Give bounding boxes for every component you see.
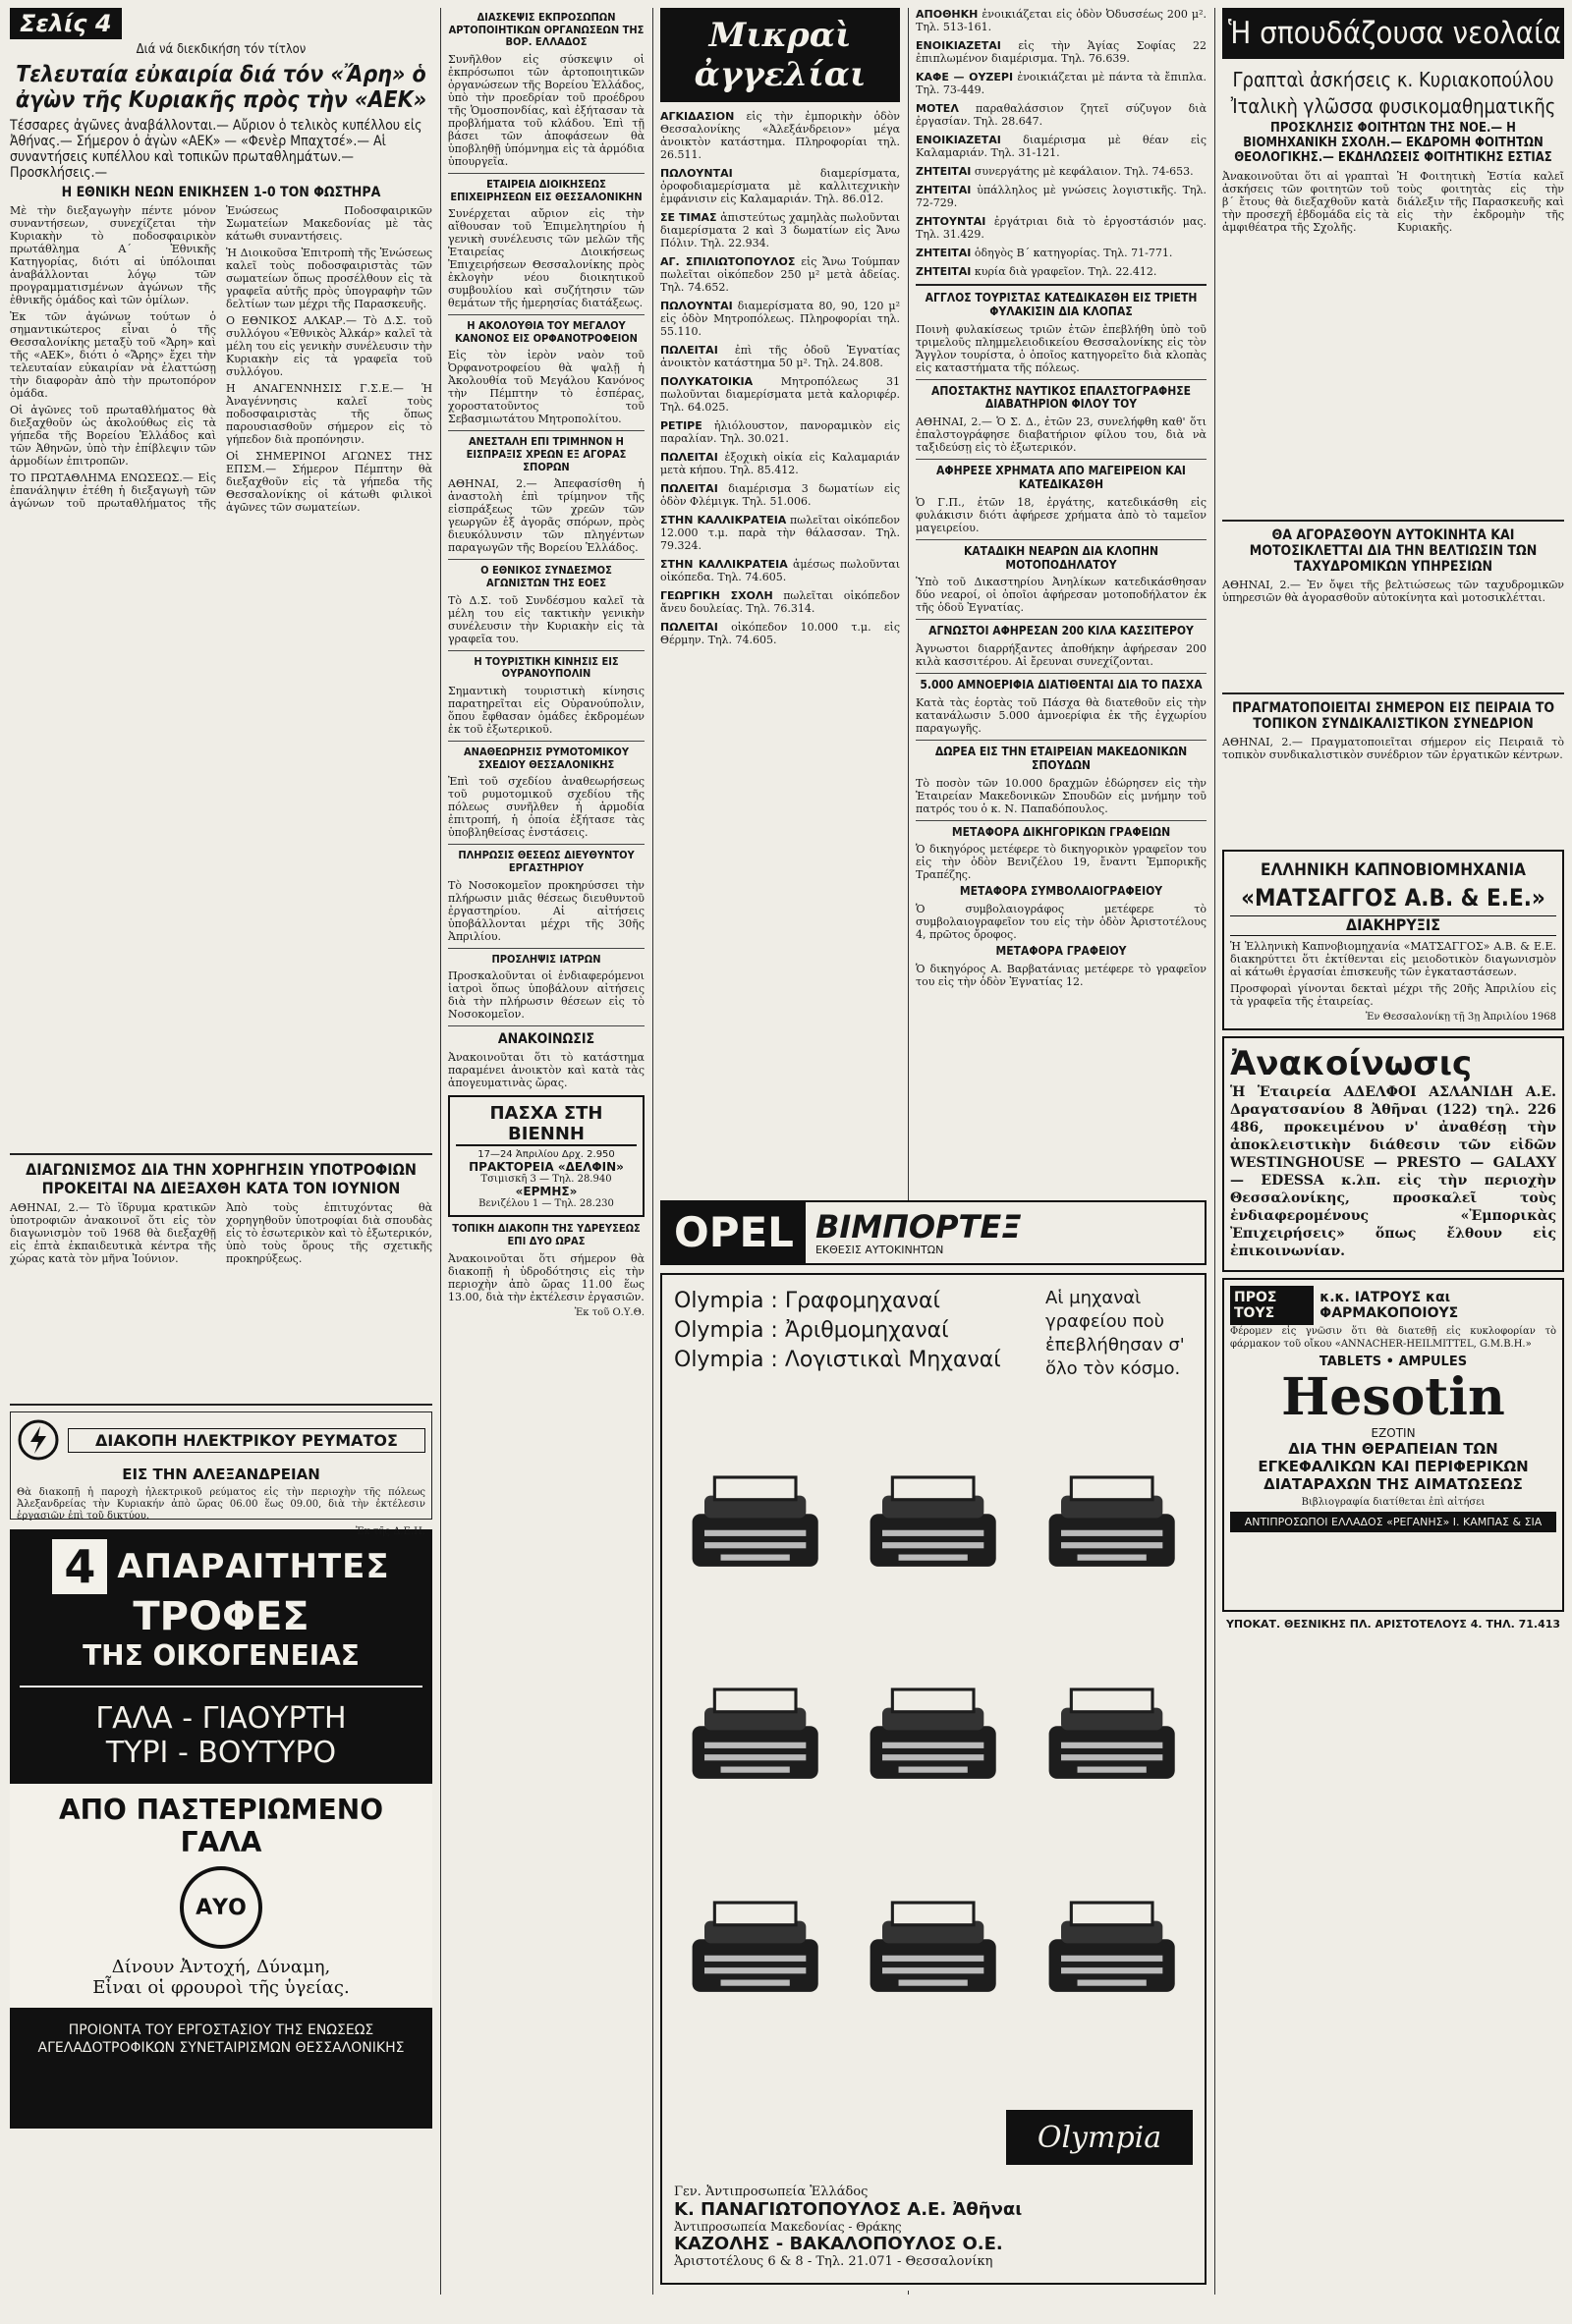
classified-ad [660,558,900,583]
agency-address: Τσιμισκῆ 3 — Τηλ. 28.940 [480,1174,612,1186]
agency-name: ΠΡΑΚΤΟΡΕΙΑ «ΔΕΛΦΙΝ» [469,1160,624,1175]
product-line-1: ΓΑΛΑ - ΓΙΑΟΥΡΤΗ [20,1686,422,1736]
product-line-2: ΤΥΡΙ - ΒΟΥΤΥΡΟ [105,1736,337,1771]
typewriter-icon [674,1414,836,1611]
column-rule [1214,8,1215,2295]
typewriter-icon [852,1840,1014,2036]
column-crime-news [916,8,1207,1196]
paragraph: Συνῆλθον εἰς σύσκεψιν οἱ ἐκπρόσωποι τῶν ἀρτοποιητικῶν ὀργανώσεων τῆς Βορείου Ἑλλάδος, ὑπὸ τὴν προεδρίαν τοῦ προέδρου τῆς Ὁμοσπονδίας, καὶ ἐξήτασαν τὰ προβλήματα τοῦ κλάδου. Ἐπὶ τῇ βάσει τῶν ἀποφάσεων θὰ ὑποβληθῇ ὑπόμνημα εἰς τὰ ἁρμόδια ὑπουργεῖα. [448,52,645,168]
ad-lead: ΠΟΛΥΚΑΤΟΙΚΙΑ [660,375,754,388]
ad-text: πωλεῖται οἰκόπεδον ἄνευ δουλείας. Τηλ. 76.314. [660,589,900,615]
student-body [1222,170,1564,514]
classified-ad [660,344,900,369]
classified-ad [660,514,900,552]
ad-text: ἐπὶ τῆς ὁδοῦ Ἐγνατίας ἀνοικτὸν κατάστημα 50 μ². Τηλ. 24.808. [660,344,900,369]
footer-line: Κ. ΠΑΝΑΓΙΩΤΟΠΟΥΛΟΣ Α.Ε. Ἀθῆναι [674,2199,1023,2220]
classified-ad [916,165,1207,178]
paragraph: Η ΑΝΑΓΕΝΝΗΣΙΣ Γ.Σ.Ε.— Ἡ Ἀναγέννησις καλεῖ τοὺς ποδοσφαιριστὰς τῆς ὅπως παρουσιασθοῦν σήμερον εἰς τὸ γήπεδον διὰ προπόνησιν. [226,382,432,447]
classified-ad [916,8,1207,33]
headline: ΜΕΤΑΦΟΡΑ ΔΙΚΗΓΟΡΙΚΩΝ ΓΡΑΦΕΙΩΝ [951,824,1171,839]
paragraph: Ἀνακοινοῦται ὅτι σήμερον θὰ διακοπῇ ἡ ὑδροδότησις εἰς τὴν περιοχὴν ἀπὸ ὥρας 11.00 ἕως 13.00, διὰ τὴν ἐκτέλεσιν ἐργασιῶν. [448,1251,645,1303]
ad-text: διαμέρισμα 3 δωματίων εἰς ὁδὸν Φλέμιγκ. Τηλ. 51.006. [660,482,900,508]
classified-ad [660,482,900,508]
classified-ad [660,419,900,445]
typewriter-icon [1031,1627,1193,1823]
ad-text: εἰς τὴν Ἁγίας Σοφίας 22 ἐπιπλωμένον διαμέρισμα. Τηλ. 76.639. [916,39,1207,65]
aslanidi-notice [1222,1036,1564,1272]
column-student-news [1222,8,1564,2296]
classified-ad [916,247,1207,259]
ad-lead: ΕΝΟΙΚΙΑΖΕΤΑΙ [916,39,1001,52]
ad-subtitle2: ΤΗΣ ΟΙΚΟΓΕΝΕΙΑΣ [83,1639,360,1673]
footer-line: Ἀριστοτέλους 6 & 8 - Τηλ. 21.071 - Θεσσαλονίκη [674,2254,993,2269]
ad-lead: ΠΩΛΟΥΝΤΑΙ [660,167,733,180]
classified-ad [916,71,1207,96]
ad-lead: ΠΩΛΟΥΝΤΑΙ [660,300,733,312]
olympia-footer [674,2185,1185,2269]
headline: ΠΡΑΓΜΑΤΟΠΟΙΕΙΤΑΙ ΣΗΜΕΡΟΝ ΕΙΣ ΠΕΙΡΑΙΑ ΤΟ ΤΟΠΙΚΟΝ ΣΥΝΔΙΚΑΛΙΣΤΙΚΟΝ ΣΥΝΕΔΡΙΟΝ [1231,700,1555,733]
article-body [10,204,432,1147]
masthead-page-label: Σελίς 4 [10,8,122,39]
headline: ΤΟΠΙΚΗ ΔΙΑΚΟΠΗ ΤΗΣ ΥΔΡΕΥΣΕΩΣ ΕΠΙ ΔΥΟ ΩΡΑΣ [452,1222,641,1247]
paragraph: Ἀνακοινοῦται ὅτι τὸ κατάστημα παραμένει ἀνοικτὸν καὶ κατὰ τὰς ἀπογευματινὰς ὥρας. [448,1051,645,1090]
forms: TABLETS • AMPULES [1319,1354,1468,1369]
headline: ΑΝΑΚΟΙΝΩΣΙΣ [497,1031,595,1048]
paragraph: Τὸ Νοσοκομεῖον προκηρύσσει τὴν πλήρωσιν μιᾶς θέσεως διευθυντοῦ ἐργαστηρίου. Αἱ αἰτήσεις ὑποβάλλονται μέχρι τῆς 30ῆς Ἀπριλίου. [448,878,645,943]
ad-text: ἐνοικιάζεται εἰς ὁδὸν Ὀδυσσέως 200 μ². Τηλ. 513-161. [916,8,1207,33]
typewriter-icon [1031,1414,1193,1611]
classified-ad [660,255,900,294]
classified-ad [916,134,1207,159]
headline: ΜΕΤΑΦΟΡΑ ΓΡΑΦΕΙΟΥ [995,944,1127,959]
ad-text: διαμερίσματα, ὀροφοδιαμερίσματα μὲ καλλιτεχνικὴν ἐμφάνισιν εἰς Καλαμαριάν. Τηλ. 86.012. [660,167,900,205]
classified-ad [660,110,900,161]
ayo-dairy-ad [10,1529,432,2129]
headline: ΑΝΕΣΤΑΛΗ ΕΠΙ ΤΡΙΜΗΝΟΝ Η ΕΙΣΠΡΑΞΙΣ ΧΡΕΩΝ ΕΞ ΑΓΟΡΑΣ ΣΠΟΡΩΝ [466,435,627,473]
headline: ΑΝΑΘΕΩΡΗΣΙΣ ΡΥΜΟΤΟΜΙΚΟΥ ΣΧΕΔΙΟΥ ΘΕΣΣΑΛΟΝΙΚΗΣ [464,745,629,771]
ayo-logo-icon: ΑΥΟ [180,1866,262,1949]
agency-address-2: Βενιζέλου 1 — Τηλ. 28.230 [478,1198,614,1210]
paragraph: ΤΟ ΠΡΩΤΑΘΛΗΜΑ ΕΝΩΣΕΩΣ.— Εἰς ἐπανάληψιν ἐτέθη ἡ διεξαγωγὴ τῶν ἀγώνων τοῦ πρωταθλήματος τῆς Ἑνώσεως Ποδοσφαιρικῶν Σωματείων Μακεδονίας μὲ τὰς κάτωθι συναντήσεις. [10,204,432,511]
column-sports [10,8,432,2296]
agency-name-2: «ΕΡΜΗΣ» [515,1185,578,1199]
ad-text: συνεργάτης μὲ κεφάλαιον. Τηλ. 74-653. [974,165,1194,178]
main-headline: Τελευταία εὐκαιρία διά τόν «Ἄρη» ὁ ἀγὼν τῆς Κυριακῆς πρὸς τὴν «ΑΕΚ» [15,61,427,114]
ad-lead: ΣΕ ΤΙΜΑΣ [660,211,717,224]
column-classifieds-a [660,8,900,1196]
headline: ΕΤΑΙΡΕΙΑ ΔΙΟΙΚΗΣΕΩΣ ΕΠΙΧΕΙΡΗΣΕΩΝ ΕΙΣ ΘΕΣΣΑΛΟΝΙΚΗΝ [450,177,643,203]
section-heading: Η ΕΘΝΙΚΗ ΝΕΩΝ ΕΝΙΚΗΣΕΝ 1-0 ΤΟΝ ΦΩΣΤΗΡΑ [61,185,381,201]
product-line: Olympia : Ἀριθμομηχαναί [674,1318,949,1343]
outage-location: ΕΙΣ ΤΗΝ ΑΛΕΞΑΝΔΡΕΙΑΝ [122,1466,320,1484]
number-4-icon: 4 [52,1539,107,1594]
paragraph: Ὁ Γ.Π., ἐτῶν 18, ἐργάτης, κατεδικάσθη εἰς φυλάκισιν διότι ἀφήρεσε χρήματα ἀπὸ τὸ ταμεῖον μαγειρείου. [916,495,1207,534]
headline: ΠΡΟΣΛΗΨΙΣ ΙΑΤΡΩΝ [491,952,601,966]
notice-date: Ἐν Θεσσαλονίκῃ τῇ 3ῃ Ἀπριλίου 1968 [1365,1011,1556,1023]
branch-address: ΥΠΟΚΑΤ. ΘΕΣΝΙΚΗΣ ΠΛ. ΑΡΙΣΤΟΤΕΛΟΥΣ 4. ΤΗΛ. 71.413 [1225,1617,1561,1631]
paragraph: Τὸ Δ.Σ. τοῦ Συνδέσμου καλεῖ τὰ μέλη του εἰς τακτικὴν γενικὴν συνέλευσιν τὴν Κυριακὴν εἰς τὰ γραφεῖα του. [448,593,645,645]
ad-prefix: ΠΡΟΣ ΤΟΥΣ [1230,1286,1314,1325]
ad-lead: ΖΗΤΕΙΤΑΙ [916,165,972,178]
ad-text: κυρία διὰ γραφεῖον. Τηλ. 22.412. [974,265,1157,278]
opel-logo: OPEL [662,1202,806,1263]
ad-dates: 17—24 Ἀπριλίου Δρχ. 2.950 [477,1149,615,1161]
headline: ΠΛΗΡΩΣΙΣ ΘΕΣΕΩΣ ΔΙΕΥΘΥΝΤΟΥ ΕΡΓΑΣΤΗΡΙΟΥ [458,849,635,874]
ad-text: ἐξοχικὴ οἰκία εἰς Καλαμαριάν μετὰ κήπου. Τηλ. 85.412. [660,451,900,476]
ad-text: ἡλιόλουστον, πανοραμικὸν εἰς παραλίαν. Τηλ. 30.021. [660,419,901,445]
olympia-logo: Olympia [1006,2110,1193,2165]
headline: Η ΑΚΟΛΟΥΘΙΑ ΤΟΥ ΜΕΓΑΛΟΥ ΚΑΝΟΝΟΣ ΕΙΣ ΟΡΦΑΝΟΤΡΟΦΕΙΟΝ [455,319,638,345]
headline: ΑΓΓΛΟΣ ΤΟΥΡΙΣΤΑΣ ΚΑΤΕΔΙΚΑΣΘΗ ΕΙΣ ΤΡΙΕΤΗ ΦΥΛΑΚΙΣΙΝ ΔΙΑ ΚΛΟΠΑΣ [925,291,1198,318]
ad-lead: ΣΤΗΝ ΚΑΛΛΙΚΡΑΤΕΙΑ [660,558,788,571]
matsaggos-notice [1222,850,1564,1030]
classified-ad [916,265,1207,278]
outage-signature: Ἐκ τῆς Δ.Ε.Η. [355,1526,425,1538]
classified-ad [660,167,900,205]
paragraph: Μὲ τὴν διεξαγωγὴν πέντε μόνον συναντήσεων, συνεχίζεται τὴν Κυριακὴν τὸ ποδοσφαιρικὸν πρωτάθλημα Α΄ Ἐθνικῆς Κατηγορίας, διότι αἱ ὑπόλοιπαι ἀναβάλλονται λόγῳ τῶν προγραμματισμένων ἀγώνων τῆς ἐθνικῆς ὁμάδος καὶ τῶν ὁμίλων. [10,204,216,307]
ad-title: ΠΑΣΧΑ ΣΤΗ ΒΙΕΝΝΗ [456,1103,637,1146]
ad-text: εἰς τὴν ἐμπορικὴν ὁδὸν Θεσσαλονίκης «Ἀλεξάνδρειον» μέγα ἀνοικτὸν κατάστημα. Πληροφορίαι τηλ. 26.511. [660,110,900,161]
paragraph: Ὁ συμβολαιογράφος μετέφερε τὸ συμβολαιογραφεῖον του εἰς τὴν ὁδὸν Ἀριστοτέλους 4, πρῶτος ὄροφος. [916,903,1207,942]
paragraph: Ἐκ τῶν ἀγώνων τούτων ὁ σημαντικώτερος εἶναι ὁ τῆς Θεσσαλονίκης μεταξὺ τοῦ «Ἄρη» καὶ τῆς «ΑΕΚ», διότι ὁ «Ἄρης» ἔχει τὴν τελευταίαν εὐκαιρίαν νὰ ἐλαττώσῃ τὴν διαφορὰν ἀπὸ τὴν πρωτοπόρον ὁμάδα. [10,310,216,401]
ad-text: ὑπάλληλος μὲ γνώσεις λογιστικῆς. Τηλ. 72-729. [916,184,1207,209]
paragraph: ΑΘΗΝΑΙ, 2.— Ἐν ὄψει τῆς βελτιώσεως τῶν ταχυδρομικῶν ὑπηρεσιῶν θὰ ἀγορασθοῦν αὐτοκίνητα καὶ μοτοσικλέτται. [1222,579,1564,605]
youth-banner: Ἡ σπουδάζουσα νεολαία [1222,8,1564,59]
classified-ad [660,621,900,646]
bibliography-note: Βιβλιογραφία διατίθεται ἐπὶ αἰτήσει [1301,1496,1486,1508]
ad-lead: ΑΓ. ΣΠΙΛΙΩΤΟΠΟΥΛΟΣ [660,255,796,268]
ad-text: παραθαλάσσιον ζητεῖ σύζυγον διὰ ἐργασίαν. Τηλ. 28.647. [916,102,1207,128]
ad-lead: ΑΓΚΙΔΑΣΙΟΝ [660,110,735,123]
classified-ad [660,300,900,338]
ad-text: ἐργάτριαι διὰ τὸ ἐργοστάσιόν μας. Τηλ. 31.429. [916,215,1207,241]
classified-ad [916,39,1207,65]
paragraph: Ἡ Φοιτητικὴ Ἑστία καλεῖ τοὺς φοιτητὰς εἰς τὴν διάλεξιν τῆς Παρασκευῆς καὶ εἰς τὴν ἐκδρομὴν τῆς Κυριακῆς. [1397,169,1564,234]
typewriter-icon [852,1414,1014,1611]
ad-text: Μητροπόλεως 31 πωλοῦνται διαμερίσματα μετὰ καλοριφέρ. Τηλ. 64.025. [660,375,900,414]
ad-audience: κ.κ. ΙΑΤΡΟΥΣ και ΦΑΡΜΑΚΟΠΟΙΟΥΣ [1319,1289,1459,1321]
ad-lead: ΖΗΤΟΥΝΤΑΙ [916,215,986,228]
brand-sub: ΕΖΟΤΙΝ [1371,1425,1416,1440]
notice-title: ΔΙΑΚΗΡΥΞΙΣ [1230,915,1556,935]
ad-lead: ΠΩΛΕΙΤΑΙ [660,482,718,495]
paragraph: Προσκαλοῦνται οἱ ἐνδιαφερόμενοι ἰατροὶ ὅπως ὑποβάλουν αἰτήσεις διὰ τὴν πλήρωσιν θέσεων εἰς τὸ Νοσοκομεῖον. [448,969,645,1022]
paragraph: Ἀνακοινοῦται ὅτι αἱ γραπταὶ ἀσκήσεις τῶν φοιτητῶν τοῦ β΄ ἔτους θὰ διεξαχθοῦν κατὰ τὴν προσεχῆ ἑβδομάδα εἰς τὰ ἀμφιθέατρα τῆς Σχολῆς. [1222,169,1389,234]
typewriter-icon [674,1840,836,2036]
column-news [448,8,645,2296]
headline: Ο ΕΘΝΙΚΟΣ ΣΥΝΔΕΣΜΟΣ ΑΓΩΝΙΣΤΩΝ ΤΗΣ ΕΟΕΣ [480,564,612,590]
column-rule [440,8,441,2295]
ad-lead: ΜΟΤΕΛ [916,102,959,115]
power-outage-notice [10,1411,432,1538]
hesotin-ad [1222,1278,1564,1612]
scholarship-body [10,1201,432,1398]
representatives: ΑΝΤΙΠΡΟΣΩΠΟΙ ΕΛΛΑΔΟΣ «ΡΕΓΑΝΗΣ» Ι. ΚΑΜΠΑΣ & ΣΙΑ [1230,1512,1556,1532]
ad-text: πωλεῖται οἰκόπεδον 12.000 τ.μ. παρὰ τὴν θάλασσαν. Τηλ. 79.324. [660,514,900,552]
headline: ΠΡΟΣΚΛΗΣΙΣ ΦΟΙΤΗΤΩΝ ΤΗΣ ΝΟΕ.— Η ΒΙΟΜΗΧΑΝΙΚΗ ΣΧΟΛΗ.— ΕΚΔΡΟΜΗ ΦΟΙΤΗΤΩΝ ΘΕΟΛΟΓΙΚΗΣ.— ΕΚΔΗΛΩΣΕΙΣ ΦΟΙΤΗΤΙΚΗΣ ΕΣΤΙΑΣ [1234,121,1552,165]
classified-ad [916,102,1207,128]
ad-title: ΑΠΑΡΑΙΤΗΤΕΣ [117,1547,390,1587]
paragraph: Ποινὴ φυλακίσεως τριῶν ἐτῶν ἐπεβλήθη ὑπὸ τοῦ τριμελοῦς πλημμελειοδικείου Θεσσαλονίκης εἰς τὸν Ἄγγλον τουρίστα, ὁ ὁποῖος κατηγορεῖτο διὰ κλοπὰς εἰς καταστήματα τῆς πόλεως. [916,322,1207,374]
outage-title: ΔΙΑΚΟΠΗ ΗΛΕΚΤΡΙΚΟΥ ΡΕΥΜΑΤΟΣ [68,1428,425,1453]
product-line: Olympia : Γραφομηχαναί [674,1289,940,1313]
olympia-ad-block [660,1200,1207,2291]
deck: Τέσσαρες ἀγῶνες ἀναβάλλονται.— Αὔριον ὁ τελικὸς κυπέλλου εἰς Ἀθήνας.— Σήμερον ὁ ἀγὼν «ΑΕΚ» — «Φενὲρ Μπαχτσέ».— Αἱ συναντήσεις κυπέλλου καὶ τοπικῶν πρωταθλημάτων.— Προσκλήσεις.— [10,117,422,182]
footer-line: Γεν. Ἀντιπροσωπεία Ἑλλάδος [674,2185,869,2199]
product-use: ΔΙΑ ΤΗΝ ΘΕΡΑΠΕΙΑΝ ΤΩΝ ΕΓΚΕΦΑΛΙΚΩΝ ΚΑΙ ΠΕΡΙΦΕΡΙΚΩΝ ΔΙΑΤΑΡΑΧΩΝ ΤΗΣ ΑΙΜΑΤΩΣΕΩΣ [1258,1439,1529,1493]
paragraph: Ὁ δικηγόρος Α. Βαρβατάνιας μετέφερε τὸ γραφεῖον του εἰς τὴν ὁδὸν Ἐγνατίας 12. [916,962,1207,988]
headline: ΑΦΗΡΕΣΕ ΧΡΗΜΑΤΑ ΑΠΟ ΜΑΓΕΙΡΕΙΟΝ ΚΑΙ ΚΑΤΕΔΙΚΑΣΘΗ [936,464,1186,491]
footer-line: ΚΑΖΟΛΗΣ - ΒΑΚΑΛΟΠΟΥΛΟΣ Ο.Ε. [674,2234,1003,2254]
ad-lead: ΖΗΤΕΙΤΑΙ [916,247,972,259]
headline: ΜΕΤΑΦΟΡΑ ΣΥΜΒΟΛΑΙΟΓΡΑΦΕΙΟΥ [959,884,1163,899]
paragraph: Ἐπὶ τοῦ σχεδίου ἀναθεωρήσεως τοῦ ρυμοτομικοῦ σχεδίου τῆς πόλεως συνῆλθεν ἡ ἁρμοδία ἐπιτροπή, ἡ ὁποία ἐξήτασε τὰς ὑποβληθείσας ἐνστάσεις. [448,775,645,840]
company-brand: «ΜΑΤΣΑΓΓΟΣ Α.Β. & Ε.Ε.» [1241,883,1545,912]
ad-lead: ΚΑΦΕ — ΟΥΖΕΡΙ [916,71,1014,83]
footer-line: Ἀντιπροσωπεία Μακεδονίας - Θράκης [674,2220,902,2234]
ad-lead: ΕΝΟΙΚΙΑΖΕΤΑΙ [916,134,1001,146]
paragraph: ΑΘΗΝΑΙ, 2.— Ἀπεφασίσθη ἡ ἀναστολὴ ἐπὶ τρίμηνον τῆς εἰσπράξεως τῶν χρεῶν τῶν γεωργῶν ἐξ ἀγορᾶς σπόρων, πρὸς διευκόλυνσιν τῶν πληγέντων παραγωγῶν τῆς Βορείου Ἑλλάδος. [448,477,645,555]
typewriter-icon [674,1627,836,1823]
classified-ad [660,375,900,414]
headline: ΔΩΡΕΑ ΕΙΣ ΤΗΝ ΕΤΑΙΡΕΙΑΝ ΜΑΚΕΔΟΝΙΚΩΝ ΣΠΟΥΔΩΝ [934,744,1188,772]
headline: Ἰταλικὴ γλῶσσα φυσικομαθηματικῆς [1230,94,1556,118]
ad-lead: ΖΗΤΕΙΤΑΙ [916,184,972,196]
paragraph: Συνέρχεται αὔριον εἰς τὴν αἴθουσαν τοῦ Ἐπιμελητηρίου ἡ γενικὴ συνέλευσις τῶν μελῶν τῆς Ἑταιρείας Διοικήσεως Ἐπιχειρήσεων Θεσσαλονίκης πρὸς ἐκλογὴν νέου διοικητικοῦ συμβουλίου καὶ συζήτησιν τῶν θεμάτων τῆς ἡμερησίας διατάξεως. [448,207,645,310]
ad-lead: ΓΕΩΡΓΙΚΗ ΣΧΟΛΗ [660,589,773,602]
classified-ad [660,451,900,476]
typewriter-icon [1031,1840,1193,2036]
ad-text: ὁδηγὸς Β΄ κατηγορίας. Τηλ. 71-771. [974,247,1173,259]
classified-ad [660,211,900,249]
product-line: Olympia : Λογιστικαὶ Μηχαναί [674,1348,1001,1372]
ad-lead: ΠΩΛΕΙΤΑΙ [660,344,718,357]
ad-lead: ΑΠΟΘΗΚΗ [916,8,979,21]
typewriter-icon [852,1627,1014,1823]
ad-text: διαμέρισμα μὲ θέαν εἰς Καλαμαριάν. Τηλ. 31-121. [916,134,1207,159]
ad-lead: ΡΕΤΙΡΕ [660,419,702,432]
ad-lead: ΠΩΛΕΙΤΑΙ [660,621,718,634]
paragraph: Οἱ ἀγῶνες τοῦ πρωταθλήματος θὰ διεξαχθοῦν ὡς ἀκολούθως εἰς τὰ γήπεδα τῆς Βορείου Ἑλλάδος καὶ τῶν Ἀθηνῶν, ὑπὸ τὴν ἐπίβλεψιν τῶν ἁρμοδίων ἐπιτροπῶν. [10,404,216,469]
ad-subtitle: ΤΡΟΦΕΣ [133,1594,309,1640]
headline: Γραπταὶ ἀσκήσεις κ. Κυριακοπούλου [1232,68,1554,91]
ad-lead: ΖΗΤΕΙΤΑΙ [916,265,972,278]
scholarship-headline: ΔΙΑΓΩΝΙΣΜΟΣ ΔΙΑ ΤΗΝ ΧΟΡΗΓΗΣΙΝ ΥΠΟΤΡΟΦΙΩΝ ΠΡΟΚΕΙΤΑΙ ΝΑ ΔΙΕΞΑΧΘΗ ΚΑΤΑ ΤΟΝ ΙΟΥΝΙΟΝ [26,1160,417,1197]
paragraph: Εἰς τὸν ἱερὸν ναὸν τοῦ Ὀρφανοτροφείου θὰ ψαλῇ ἡ Ἀκολουθία τοῦ Μεγάλου Κανόνος τὴν Πέμπτην τὸ ἑσπέρας, χοροστατοῦντος τοῦ Σεβασμιωτάτου Μητροπολίτου. [448,349,645,426]
ad-text: εἰς Ἄνω Τούμπαν πωλεῖται οἰκόπεδον 250 μ² μετὰ ἀδείας. Τηλ. 74.652. [660,255,900,294]
paragraph: Τὸ ποσὸν τῶν 10.000 δραχμῶν ἐδώρησεν εἰς τὴν Ἑταιρείαν Μακεδονικῶν Σπουδῶν εἰς μνήμην τοῦ πατρός του ὁ κ. Ν. Παπαδόπουλος. [916,776,1207,815]
outage-text: Θὰ διακοπῇ ἡ παροχὴ ἠλεκτρικοῦ ρεύματος εἰς τὴν περιοχὴν τῆς πόλεως Ἀλεξανδρείας τὴν Κυριακήν ἀπὸ ὥρας 06.00 ἕως 09.00, διὰ τὴν ἐκτέλεσιν ἐργασιῶν ἐπὶ τοῦ δικτύου. [17,1487,425,1522]
ad-text: διαμερίσματα 80, 90, 120 μ² εἰς ὁδὸν Μητροπόλεως. Πληροφορίαι τηλ. 55.110. [660,300,900,338]
headline: 5.000 ΑΜΝΟΕΡΙΦΙΑ ΔΙΑΤΙΘΕΝΤΑΙ ΔΙΑ ΤΟ ΠΑΣΧΑ [920,678,1203,692]
paragraph: Ἡ Διοικοῦσα Ἐπιτροπὴ τῆς Ἑνώσεως καλεῖ τοὺς ποδοσφαιριστὰς τῶν σωματείων ὅπως προσέλθουν εἰς τὰ γραφεῖα αὐτῆς πρὸς ὑπογραφὴν τῶν δελτίων των μέχρι τῆς Παρασκευῆς. [226,247,432,311]
ad-text: ἀμέσως πωλοῦνται οἰκόπεδα. Τηλ. 74.605. [660,558,901,583]
classified-ad [916,215,1207,241]
ad-lead: ΣΤΗΝ ΚΑΛΛΙΚΡΑΤΕΙΑ [660,514,787,526]
signature: Ἐκ τοῦ Ο.Υ.Θ. [574,1306,645,1318]
ad-tagline: Αἱ μηχαναὶ γραφείου ποὺ ἐπεβλήθησαν σ' ὅλο τὸν κόσμο. [1045,1288,1185,1379]
dealer-subtitle: ΕΚΘΕΣΙΣ ΑΥΤΟΚΙΝΗΤΩΝ [814,1243,944,1256]
ad-pasteurized: ΑΠΟ ΠΑΣΤΕΡΙΩΜΕΝΟ ΓΑΛΑ [58,1794,384,1859]
logo-aeh-icon [17,1418,60,1462]
paragraph: Οἱ ΣΗΜΕΡΙΝΟΙ ΑΓΩΝΕΣ ΤΗΣ ΕΠΣΜ.— Σήμερον Πέμπτην θὰ διεξαχθοῦν εἰς τὰ γήπεδα τῆς Θεσσαλονίκης οἱ κάτωθι φιλικοὶ ἀγῶνες τῶν σωματείων. [226,450,432,515]
paragraph: Ἡ Ἑταιρεία ΑΔΕΛΦΟΙ ΑΣΛΑΝΙΔΗ Α.Ε. Δραγατσανίου 8 Ἀθῆναι (122) τηλ. 226 486, προκειμένου ν' ἀναθέσῃ τὴν ἀποκλειστικὴν διάθεσιν τῶν εἰδῶν WESTINGHOUSE — PRESTO — GALAXY — EDESSA κ.λπ. εἰς τὴν περιοχὴν Θεσσαλονίκης, προσκαλεῖ τοὺς ἐνδιαφερομένους «Ἐμπορικὰς Ἐπιχειρήσεις» ὅπως ἔλθουν εἰς ἐπικοινωνίαν. [1230,1083,1556,1259]
paragraph: Σημαντικὴ τουριστικὴ κίνησις παρατηρεῖται εἰς Οὐρανούπολιν, ὅπου ἔφθασαν ὁμάδες ἐκδρομέων ἐκ τοῦ ἐξωτερικοῦ. [448,684,645,736]
column-rule [652,8,653,2295]
hesotin-logo-icon: Hesotin [1281,1366,1505,1427]
slogan-2: Εἶναι οἱ φρουροὶ τῆς ὑγείας. [92,1977,350,1999]
paragraph: Κατὰ τὰς ἑορτὰς τοῦ Πάσχα θὰ διατεθοῦν εἰς τὴν κατανάλωσιν 5.000 ἀμνοερίφια ἐκ τῆς ἐγχωρίου παραγωγῆς. [916,695,1207,735]
classified-ad [660,589,900,615]
paragraph: ΑΘΗΝΑΙ, 2.— Ὁ Σ. Δ., ἐτῶν 23, συνελήφθη καθ' ὅτι ἐπαλστογράφησε διαβατήριον φίλου του, διὰ νὰ ταξιδεύσῃ εἰς τὸ ἐξωτερικόν. [916,415,1207,455]
paragraph: Ἀγνωστοι διαρρήξαντες ἀποθήκην ἀφήρεσαν 200 κιλὰ κασσιτέρου. Αἱ ἔρευναι συνεχίζονται. [916,642,1207,669]
paragraph: Ἡ Ἑλληνικὴ Καπνοβιομηχανία «ΜΑΤΣΑΓΓΟΣ» Α.Β. & Ε.Ε. διακηρύττει ὅτι ἐκτίθενται εἰς μειοδοτικὸν διαγωνισμὸν αἱ κάτωθι ἐργασίαι ἐπισκευῆς τῶν ἐγκαταστάσεων. [1230,939,1556,978]
kicker: Διά νά διεκδικήση τόν τίτλον [136,42,307,57]
ad-footer: ΠΡΟΙΟΝΤΑ ΤΟΥ ΕΡΓΟΣΤΑΣΙΟΥ ΤΗΣ ΕΝΩΣΕΩΣ ΑΓΕΛΑΔΟΤΡΟΦΙΚΩΝ ΣΥΝΕΤΑΙΡΙΣΜΩΝ ΘΕΣΣΑΛΟΝΙΚΗΣ [37,2022,405,2057]
slogan-1: Δίνουν Ἀντοχή, Δύναμη, [111,1957,331,1978]
easter-vienna-ad [448,1095,645,1217]
paragraph: Ο ΕΘΝΙΚΟΣ ΑΛΚΑΡ.— Τὸ Δ.Σ. τοῦ συλλόγου «Ἐθνικὸς Ἀλκάρ» καλεῖ τὰ μέλη του εἰς γενικὴν συνέλευσιν τὴν Κυριακὴν εἰς τὰ γραφεῖα τοῦ συλλόγου. [226,314,432,379]
headline: Η ΤΟΥΡΙΣΤΙΚΗ ΚΙΝΗΣΙΣ ΕΙΣ ΟΥΡΑΝΟΥΠΟΛΙΝ [474,654,619,681]
headline: ΑΓΝΩΣΤΟΙ ΑΦΗΡΕΣΑΝ 200 ΚΙΛΑ ΚΑΣΣΙΤΕΡΟΥ [928,624,1194,638]
paragraph: ΑΘΗΝΑΙ, 2.— Πραγματοποιεῖται σήμερον εἰς Πειραιᾶ τὸ τοπικὸν συνδικαλιστικὸν συνέδριον τῶν ἐργατικῶν κέντρων. [1222,736,1564,762]
paragraph: Προσφοραὶ γίνονται δεκταὶ μέχρι τῆς 20ῆς Ἀπριλίου εἰς τὰ γραφεῖα τῆς ἑταιρείας. [1230,981,1556,1008]
paragraph: Ἀπὸ τοὺς ἐπιτυχόντας θὰ χορηγηθοῦν ὑποτροφίαι διὰ σπουδὰς εἰς τὸ ἐσωτερικὸν καὶ τὸ ἐξωτερικόν, ὑπὸ τοὺς ὅρους τῆς σχετικῆς προκηρύξεως. [226,1201,432,1266]
headline: ΑΠΟΣΤΑΚΤΗΣ ΝΑΥΤΙΚΟΣ ΕΠΑΛΣΤΟΓΡΑΦΗΣΕ ΔΙΑΒΑΤΗΡΙΟΝ ΦΙΛΟΥ ΤΟΥ [931,383,1191,412]
ad-text: ἀπιστεύτως χαμηλὰς πωλοῦνται διαμερίσματα 2 καὶ 3 δωματίων εἰς Ἄνω Πόλιν. Τηλ. 22.934. [660,211,900,249]
paragraph: Ὑπὸ τοῦ Δικαστηρίου Ἀνηλίκων κατεδικάσθησαν δύο νεαροί, οἱ ὁποῖοι ἀφήρεσαν μοτοποδήλατον ἐκ τῆς ὁδοῦ Ἐγνατίας. [916,576,1207,615]
paragraph: ΑΘΗΝΑΙ, 2.— Τὸ ἵδρυμα κρατικῶν ὑποτροφιῶν ἀνακοινοῖ ὅτι εἰς τὸν διαγωνισμὸν τοῦ 1968 θὰ διεξαχθῇ εἰς ἑπτὰ ἐκπαιδευτικὰ κέντρα τῆς χώρας κατὰ τὸν μῆνα Ἰούνιον. [10,1201,216,1266]
ad-text: ἐνοικιάζεται μὲ πάντα τὰ ἔπιπλα. Τηλ. 73-449. [916,71,1207,96]
classified-ad [916,184,1207,209]
headline: ΔΙΑΣΚΕΨΙΣ ΕΚΠΡΟΣΩΠΩΝ ΑΡΤΟΠΟΙΗΤΙΚΩΝ ΟΡΓΑΝΩΣΕΩΝ ΤΗΣ ΒΟΡ. ΕΛΛΑΔΟΣ [448,11,645,49]
notice-title: Ἀνακοίνωσις [1230,1043,1473,1083]
dealer-name: ΒΙΜΠΟΡΤΕΞ [814,1207,1022,1245]
machine-grid [674,1414,1193,2023]
paragraph: Φέρομεν εἰς γνῶσιν ὅτι θὰ διατεθῇ εἰς κυκλοφορίαν τὸ φάρμακον τοῦ οἴκου «ANNACHER-HEILMITTEL, G.M.B.H.» [1230,1325,1556,1350]
company-name: ΕΛΛΗΝΙΚΗ ΚΑΠΝΟΒΙΟΜΗΧΑΝΙΑ [1261,860,1526,881]
ad-lead: ΠΩΛΕΙΤΑΙ [660,451,718,464]
ad-text: οἰκόπεδον 10.000 τ.μ. εἰς Θέρμην. Τηλ. 74.605. [660,621,900,646]
headline: ΚΑΤΑΔΙΚΗ ΝΕΑΡΩΝ ΔΙΑ ΚΛΟΠΗΝ ΜΟΤΟΠΟΔΗΛΑΤΟΥ [963,543,1159,572]
classifieds-banner: Μικραὶ ἀγγελίαι [660,8,900,102]
headline: ΘΑ ΑΓΟΡΑΣΘΟΥΝ ΑΥΤΟΚΙΝΗΤΑ ΚΑΙ ΜΟΤΟΣΙΚΛΕΤΤΑΙ ΔΙΑ ΤΗΝ ΒΕΛΤΙΩΣΙΝ ΤΩΝ ΤΑΧΥΔΡΟΜΙΚΩΝ ΥΠΗΡΕΣΙΩΝ [1249,526,1538,575]
paragraph: Ὁ δικηγόρος μετέφερε τὸ δικηγορικὸν γραφεῖον του εἰς τὴν ὁδὸν Βενιζέλου 19, ἔναντι Ἐμπορικῆς Τραπέζης. [916,843,1207,882]
